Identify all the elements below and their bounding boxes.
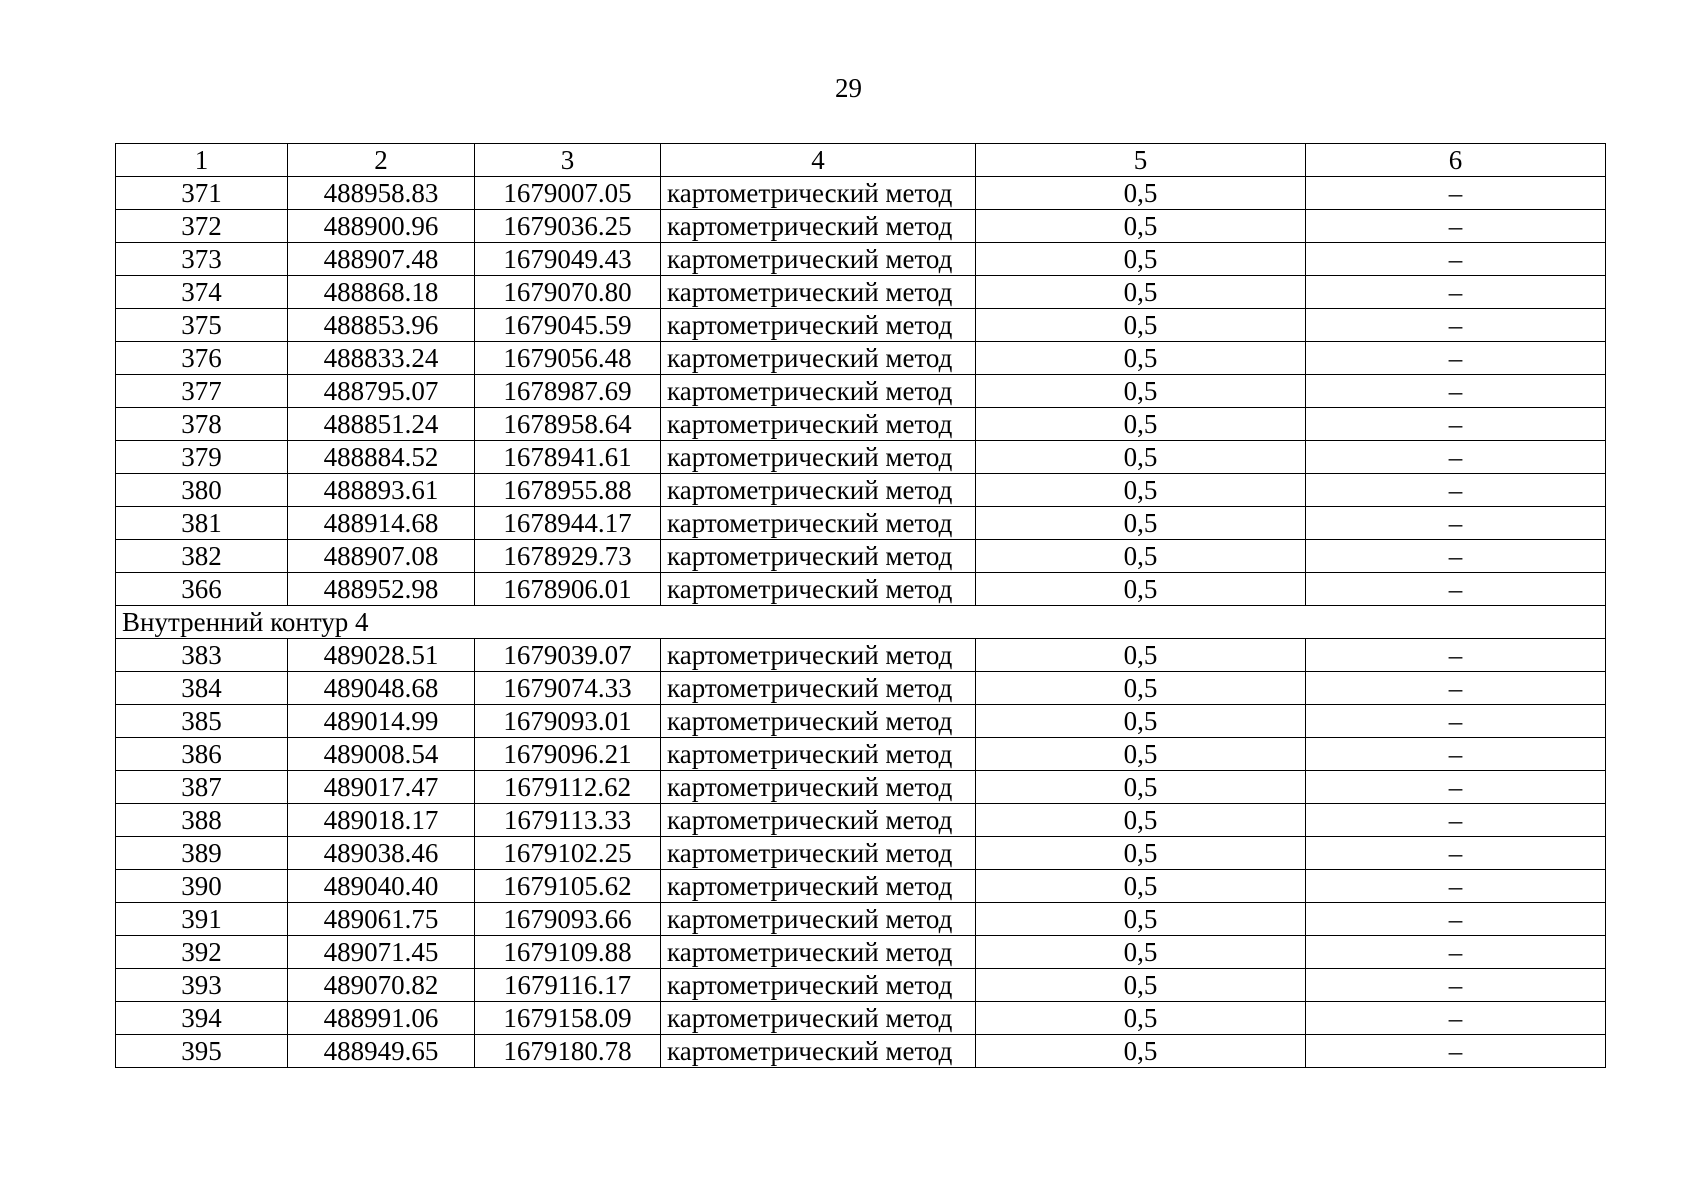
table-cell: 1679109.88 bbox=[475, 936, 661, 969]
table-cell: 1679112.62 bbox=[475, 771, 661, 804]
table-cell: картометрический метод bbox=[661, 573, 976, 606]
table-row bbox=[116, 639, 1606, 672]
table-body bbox=[116, 144, 1606, 1068]
table-cell: картометрический метод bbox=[661, 507, 976, 540]
table-cell: 0,5 bbox=[976, 672, 1306, 705]
table-row bbox=[116, 342, 1606, 375]
table-row bbox=[116, 177, 1606, 210]
table-row bbox=[116, 540, 1606, 573]
table-row bbox=[116, 441, 1606, 474]
table-cell: 488851.24 bbox=[288, 408, 475, 441]
table-cell: – bbox=[1306, 705, 1606, 738]
table-cell: картометрический метод bbox=[661, 639, 976, 672]
table-cell: 0,5 bbox=[976, 276, 1306, 309]
table-cell: 488907.08 bbox=[288, 540, 475, 573]
table-cell: – bbox=[1306, 210, 1606, 243]
table-cell: картометрический метод bbox=[661, 474, 976, 507]
table-cell: – bbox=[1306, 903, 1606, 936]
table-cell: 1679102.25 bbox=[475, 837, 661, 870]
table-cell: 489040.40 bbox=[288, 870, 475, 903]
table-cell: 382 bbox=[116, 540, 288, 573]
table-cell: 1678906.01 bbox=[475, 573, 661, 606]
table-cell: 395 bbox=[116, 1035, 288, 1068]
table-cell: 371 bbox=[116, 177, 288, 210]
table-cell: 0,5 bbox=[976, 936, 1306, 969]
header-cell: 3 bbox=[475, 144, 661, 177]
table-cell: 1679158.09 bbox=[475, 1002, 661, 1035]
table-cell: – bbox=[1306, 309, 1606, 342]
table-cell: 489070.82 bbox=[288, 969, 475, 1002]
table-cell: 378 bbox=[116, 408, 288, 441]
header-cell: 1 bbox=[116, 144, 288, 177]
table-cell: – bbox=[1306, 837, 1606, 870]
table-cell: 1679096.21 bbox=[475, 738, 661, 771]
table-cell: – bbox=[1306, 936, 1606, 969]
table-cell: 489014.99 bbox=[288, 705, 475, 738]
table-row bbox=[116, 705, 1606, 738]
table-cell: картометрический метод bbox=[661, 1035, 976, 1068]
header-cell: 5 bbox=[976, 144, 1306, 177]
table-header-row bbox=[116, 144, 1606, 177]
table-cell: 488991.06 bbox=[288, 1002, 475, 1035]
table-cell: – bbox=[1306, 738, 1606, 771]
table-cell: – bbox=[1306, 804, 1606, 837]
table-cell: картометрический метод bbox=[661, 903, 976, 936]
table-cell: 488893.61 bbox=[288, 474, 475, 507]
table-row bbox=[116, 804, 1606, 837]
header-cell: 2 bbox=[288, 144, 475, 177]
table-row bbox=[116, 870, 1606, 903]
table-cell: 1679049.43 bbox=[475, 243, 661, 276]
table-cell: картометрический метод bbox=[661, 408, 976, 441]
table-cell: 0,5 bbox=[976, 870, 1306, 903]
table-row bbox=[116, 375, 1606, 408]
table-cell: 1679116.17 bbox=[475, 969, 661, 1002]
table-cell: 1679039.07 bbox=[475, 639, 661, 672]
table-cell: 489048.68 bbox=[288, 672, 475, 705]
table-cell: – bbox=[1306, 672, 1606, 705]
table-cell: 1679180.78 bbox=[475, 1035, 661, 1068]
table-cell: 1678944.17 bbox=[475, 507, 661, 540]
header-cell: 4 bbox=[661, 144, 976, 177]
table-cell: картометрический метод bbox=[661, 309, 976, 342]
table-row bbox=[116, 771, 1606, 804]
table-cell: – bbox=[1306, 1002, 1606, 1035]
table-cell: 385 bbox=[116, 705, 288, 738]
table-cell: – bbox=[1306, 243, 1606, 276]
table-cell: картометрический метод bbox=[661, 705, 976, 738]
table-cell: 488952.98 bbox=[288, 573, 475, 606]
table-cell: картометрический метод bbox=[661, 804, 976, 837]
table-cell: картометрический метод bbox=[661, 969, 976, 1002]
table-cell: картометрический метод bbox=[661, 672, 976, 705]
table-cell: 386 bbox=[116, 738, 288, 771]
table-cell: 379 bbox=[116, 441, 288, 474]
table-cell: картометрический метод bbox=[661, 870, 976, 903]
table-cell: 488853.96 bbox=[288, 309, 475, 342]
table-cell: 1678987.69 bbox=[475, 375, 661, 408]
table-cell: 391 bbox=[116, 903, 288, 936]
table-cell: 376 bbox=[116, 342, 288, 375]
table-cell: 1678958.64 bbox=[475, 408, 661, 441]
table-cell: 0,5 bbox=[976, 771, 1306, 804]
table-cell: 394 bbox=[116, 1002, 288, 1035]
table-cell: 0,5 bbox=[976, 441, 1306, 474]
table-cell: 489038.46 bbox=[288, 837, 475, 870]
table-cell: 488907.48 bbox=[288, 243, 475, 276]
table-cell: – bbox=[1306, 771, 1606, 804]
table-cell: 488833.24 bbox=[288, 342, 475, 375]
section-row bbox=[116, 606, 1606, 639]
table-cell: 0,5 bbox=[976, 903, 1306, 936]
table-row bbox=[116, 672, 1606, 705]
table-cell: картометрический метод bbox=[661, 1002, 976, 1035]
section-title: Внутренний контур 4 bbox=[116, 606, 1606, 639]
table-cell: 0,5 bbox=[976, 408, 1306, 441]
table-cell: картометрический метод bbox=[661, 540, 976, 573]
table-cell: 1679036.25 bbox=[475, 210, 661, 243]
table-cell: 1679105.62 bbox=[475, 870, 661, 903]
table-row bbox=[116, 837, 1606, 870]
table-cell: 0,5 bbox=[976, 507, 1306, 540]
table-row bbox=[116, 276, 1606, 309]
page-number: 29 bbox=[835, 73, 862, 103]
table-cell: 0,5 bbox=[976, 639, 1306, 672]
table-cell: 381 bbox=[116, 507, 288, 540]
table-row bbox=[116, 969, 1606, 1002]
table-cell: 488884.52 bbox=[288, 441, 475, 474]
table-cell: 1679056.48 bbox=[475, 342, 661, 375]
table-cell: 489017.47 bbox=[288, 771, 475, 804]
table-cell: 489061.75 bbox=[288, 903, 475, 936]
table-cell: 1679093.66 bbox=[475, 903, 661, 936]
table-cell: – bbox=[1306, 1035, 1606, 1068]
table-cell: 0,5 bbox=[976, 837, 1306, 870]
table-cell: 387 bbox=[116, 771, 288, 804]
table-cell: 377 bbox=[116, 375, 288, 408]
table-cell: 0,5 bbox=[976, 375, 1306, 408]
table-cell: 1679074.33 bbox=[475, 672, 661, 705]
table-cell: 489028.51 bbox=[288, 639, 475, 672]
table-cell: 383 bbox=[116, 639, 288, 672]
table-cell: – bbox=[1306, 573, 1606, 606]
table-cell: 489018.17 bbox=[288, 804, 475, 837]
table-row bbox=[116, 474, 1606, 507]
table-row bbox=[116, 408, 1606, 441]
table-cell: 0,5 bbox=[976, 573, 1306, 606]
table-cell: 1678929.73 bbox=[475, 540, 661, 573]
table-cell: 1679045.59 bbox=[475, 309, 661, 342]
table-cell: картометрический метод bbox=[661, 441, 976, 474]
table-cell: – bbox=[1306, 507, 1606, 540]
table-cell: 373 bbox=[116, 243, 288, 276]
table-cell: 0,5 bbox=[976, 969, 1306, 1002]
table-cell: 372 bbox=[116, 210, 288, 243]
table-cell: картометрический метод bbox=[661, 177, 976, 210]
table-cell: картометрический метод bbox=[661, 936, 976, 969]
table-cell: 366 bbox=[116, 573, 288, 606]
table-cell: 390 bbox=[116, 870, 288, 903]
table-cell: 489071.45 bbox=[288, 936, 475, 969]
table-row bbox=[116, 903, 1606, 936]
table-cell: – bbox=[1306, 969, 1606, 1002]
table-row bbox=[116, 573, 1606, 606]
table-cell: 388 bbox=[116, 804, 288, 837]
table-cell: 392 bbox=[116, 936, 288, 969]
table-cell: 488914.68 bbox=[288, 507, 475, 540]
table-cell: 0,5 bbox=[976, 1002, 1306, 1035]
table-cell: 0,5 bbox=[976, 738, 1306, 771]
table-row bbox=[116, 507, 1606, 540]
table-row bbox=[116, 243, 1606, 276]
table-cell: 1679007.05 bbox=[475, 177, 661, 210]
table-cell: 1679093.01 bbox=[475, 705, 661, 738]
table-row bbox=[116, 1035, 1606, 1068]
table-row bbox=[116, 936, 1606, 969]
table-cell: 0,5 bbox=[976, 1035, 1306, 1068]
table-cell: 0,5 bbox=[976, 309, 1306, 342]
table-cell: 0,5 bbox=[976, 474, 1306, 507]
table-cell: – bbox=[1306, 540, 1606, 573]
coordinates-table bbox=[115, 143, 1606, 1068]
table-cell: картометрический метод bbox=[661, 375, 976, 408]
table-cell: 488900.96 bbox=[288, 210, 475, 243]
table-row bbox=[116, 210, 1606, 243]
table-cell: 374 bbox=[116, 276, 288, 309]
table-cell: – bbox=[1306, 375, 1606, 408]
table-cell: – bbox=[1306, 870, 1606, 903]
header-cell: 6 bbox=[1306, 144, 1606, 177]
table-cell: 1678941.61 bbox=[475, 441, 661, 474]
table-cell: – bbox=[1306, 474, 1606, 507]
table-cell: 488958.83 bbox=[288, 177, 475, 210]
table-cell: 380 bbox=[116, 474, 288, 507]
table-cell: картометрический метод bbox=[661, 342, 976, 375]
table-cell: – bbox=[1306, 408, 1606, 441]
table-cell: 488795.07 bbox=[288, 375, 475, 408]
table-cell: картометрический метод bbox=[661, 771, 976, 804]
table-cell: 0,5 bbox=[976, 210, 1306, 243]
table-cell: 1678955.88 bbox=[475, 474, 661, 507]
table-cell: картометрический метод bbox=[661, 738, 976, 771]
table-cell: 0,5 bbox=[976, 342, 1306, 375]
table-row bbox=[116, 738, 1606, 771]
table-cell: 0,5 bbox=[976, 804, 1306, 837]
table-cell: – bbox=[1306, 441, 1606, 474]
table-cell: – bbox=[1306, 276, 1606, 309]
table-cell: – bbox=[1306, 177, 1606, 210]
table-cell: картометрический метод bbox=[661, 243, 976, 276]
table-row bbox=[116, 309, 1606, 342]
table-cell: 384 bbox=[116, 672, 288, 705]
table-cell: 389 bbox=[116, 837, 288, 870]
table-cell: 0,5 bbox=[976, 705, 1306, 738]
table-cell: 1679070.80 bbox=[475, 276, 661, 309]
table-row bbox=[116, 1002, 1606, 1035]
table-cell: 488949.65 bbox=[288, 1035, 475, 1068]
table-cell: 0,5 bbox=[976, 243, 1306, 276]
table-cell: – bbox=[1306, 639, 1606, 672]
table-cell: 488868.18 bbox=[288, 276, 475, 309]
table-cell: 0,5 bbox=[976, 177, 1306, 210]
table-cell: 0,5 bbox=[976, 540, 1306, 573]
table-cell: 489008.54 bbox=[288, 738, 475, 771]
table-cell: картометрический метод bbox=[661, 837, 976, 870]
table-cell: 393 bbox=[116, 969, 288, 1002]
table-cell: картометрический метод bbox=[661, 210, 976, 243]
table-cell: – bbox=[1306, 342, 1606, 375]
table-cell: 375 bbox=[116, 309, 288, 342]
table-cell: картометрический метод bbox=[661, 276, 976, 309]
table-cell: 1679113.33 bbox=[475, 804, 661, 837]
